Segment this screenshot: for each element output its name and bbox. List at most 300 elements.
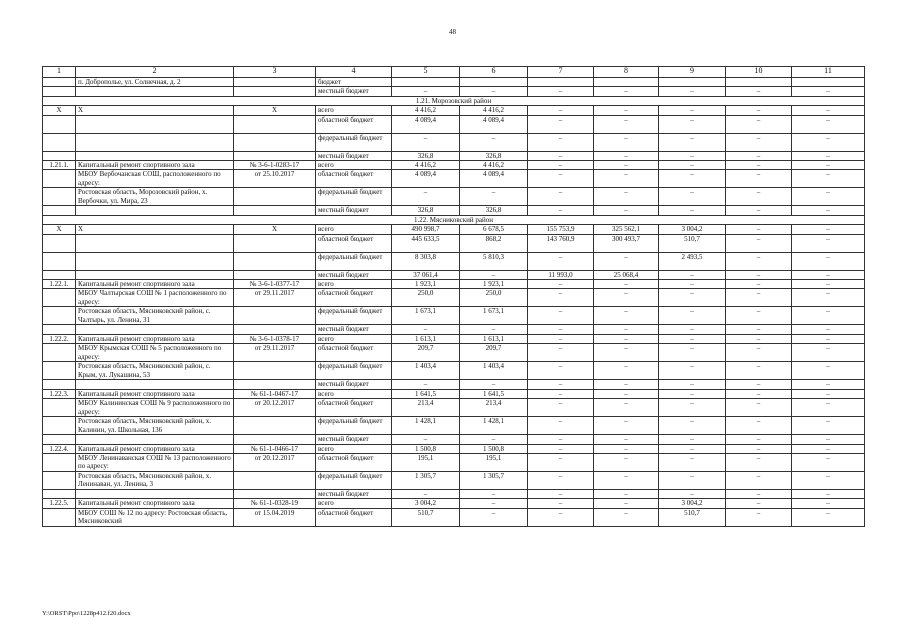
budget-label-cell: федеральный бюджет: [316, 133, 392, 151]
value-cell: –: [528, 188, 594, 206]
value-cell: 155 753,9: [528, 225, 594, 234]
table-row: [43, 471, 865, 489]
permit-number-cell: [234, 188, 316, 206]
object-description-cell: МБОУ Чалтырская СОШ № 1 расположенного по адресу:: [76, 289, 234, 307]
value-cell: 4 089,4: [392, 115, 460, 133]
value-cell: –: [528, 453, 594, 471]
value-cell: 325 562,1: [594, 225, 659, 234]
value-cell: –: [594, 325, 659, 334]
value-cell: –: [594, 435, 659, 444]
value-cell: 510,7: [392, 508, 460, 526]
value-cell: –: [726, 399, 792, 417]
value-cell: –: [792, 334, 865, 343]
permit-number-cell: от 15.04.2019: [234, 508, 316, 526]
value-cell: 4 089,4: [460, 115, 528, 133]
value-cell: –: [528, 399, 594, 417]
value-cell: –: [792, 106, 865, 115]
value-cell: –: [528, 133, 594, 151]
value-cell: –: [726, 188, 792, 206]
value-cell: 510,7: [659, 234, 726, 252]
table-row: [43, 417, 865, 435]
value-cell: –: [726, 106, 792, 115]
permit-number-cell: [234, 471, 316, 489]
value-cell: 4 416,2: [392, 106, 460, 115]
value-cell: 326,8: [392, 206, 460, 215]
budget-label-cell: местный бюджет: [316, 151, 392, 160]
object-description-cell: МБОУ Калининская СОШ № 9 расположенного по адресу:: [76, 399, 234, 417]
table-row: [43, 115, 865, 133]
object-description-cell: МБОУ Крымская СОШ № 5 расположенного по адресу:: [76, 344, 234, 362]
table-row: [43, 380, 865, 389]
value-cell: –: [792, 508, 865, 526]
table-row: [43, 280, 865, 289]
table-row: [43, 508, 865, 526]
value-cell: –: [392, 188, 460, 206]
value-cell: –: [659, 206, 726, 215]
budget-label-cell: областной бюджет: [316, 115, 392, 133]
budget-label-cell: областной бюджет: [316, 344, 392, 362]
header-row: [43, 67, 865, 78]
section-heading: 1.21. Морозовский район: [43, 96, 865, 105]
value-cell: 4 416,2: [392, 161, 460, 170]
value-cell: 250,0: [392, 289, 460, 307]
value-cell: 209,7: [460, 344, 528, 362]
value-cell: 1 641,5: [460, 389, 528, 398]
value-cell: –: [659, 389, 726, 398]
row-number-cell: 1.22.3.: [43, 389, 76, 398]
row-number-cell: [43, 151, 76, 160]
value-cell: –: [726, 389, 792, 398]
permit-number-cell: от 25.10.2017: [234, 170, 316, 188]
object-description-cell: Ростовская область, Мясниковский район, с. Крым, ул. Лукашина, 53: [76, 362, 234, 380]
object-description-cell: п. Доброполье, ул. Солнечная, д. 2: [76, 78, 234, 87]
value-cell: 1 673,1: [460, 307, 528, 325]
value-cell: –: [792, 417, 865, 435]
table-row: [43, 435, 865, 444]
value-cell: –: [392, 87, 460, 96]
value-cell: –: [659, 380, 726, 389]
permit-number-cell: [234, 362, 316, 380]
value-cell: –: [528, 417, 594, 435]
header-cell: 10: [726, 67, 792, 78]
value-cell: –: [792, 307, 865, 325]
value-cell: 445 633,5: [392, 234, 460, 252]
value-cell: –: [392, 325, 460, 334]
value-cell: –: [792, 389, 865, 398]
table-row: [43, 489, 865, 498]
value-cell: –: [528, 380, 594, 389]
value-cell: –: [528, 344, 594, 362]
object-description-cell: Капитальный ремонт спортивного зала: [76, 334, 234, 343]
budget-label-cell: местный бюджет: [316, 87, 392, 96]
value-cell: –: [594, 151, 659, 160]
value-cell: –: [792, 234, 865, 252]
value-cell: –: [594, 280, 659, 289]
value-cell: –: [792, 188, 865, 206]
value-cell: –: [726, 133, 792, 151]
value-cell: –: [659, 362, 726, 380]
row-number-cell: [43, 289, 76, 307]
value-cell: –: [528, 151, 594, 160]
object-description-cell: МБОУ СОШ № 12 по адресу: Ростовская область, Мясниковский: [76, 508, 234, 526]
value-cell: 1 613,1: [392, 334, 460, 343]
value-cell: 4 416,2: [460, 106, 528, 115]
budget-label-cell: бюджет: [316, 78, 392, 87]
header-cell: 4: [316, 67, 392, 78]
row-number-cell: [43, 453, 76, 471]
permit-number-cell: № 3-6-1-0378-17: [234, 334, 316, 343]
value-cell: –: [659, 115, 726, 133]
value-cell: –: [659, 489, 726, 498]
value-cell: –: [659, 334, 726, 343]
value-cell: 1 500,8: [392, 444, 460, 453]
value-cell: –: [726, 325, 792, 334]
permit-number-cell: [234, 270, 316, 279]
section-heading-row: [43, 215, 865, 224]
value-cell: 1 305,7: [392, 471, 460, 489]
value-cell: –: [594, 188, 659, 206]
section-heading-row: [43, 96, 865, 105]
row-number-cell: [43, 508, 76, 526]
permit-number-cell: [234, 489, 316, 498]
permit-number-cell: X: [234, 106, 316, 115]
table-row: [43, 252, 865, 270]
header-cell: 2: [76, 67, 234, 78]
permit-number-cell: [234, 87, 316, 96]
value-cell: –: [726, 280, 792, 289]
value-cell: –: [726, 334, 792, 343]
budget-label-cell: всего: [316, 106, 392, 115]
value-cell: 1 403,4: [392, 362, 460, 380]
value-cell: –: [726, 380, 792, 389]
row-number-cell: [43, 133, 76, 151]
object-description-cell: [76, 115, 234, 133]
value-cell: 1 403,4: [460, 362, 528, 380]
value-cell: –: [659, 325, 726, 334]
value-cell: 490 998,7: [392, 225, 460, 234]
table-row: [43, 289, 865, 307]
value-cell: –: [392, 435, 460, 444]
value-cell: –: [726, 161, 792, 170]
value-cell: –: [594, 252, 659, 270]
value-cell: –: [594, 508, 659, 526]
value-cell: –: [792, 206, 865, 215]
value-cell: –: [726, 206, 792, 215]
value-cell: 1 923,1: [392, 280, 460, 289]
value-cell: 326,8: [392, 151, 460, 160]
table-row: [43, 399, 865, 417]
value-cell: –: [528, 115, 594, 133]
row-number-cell: [43, 115, 76, 133]
value-cell: –: [594, 289, 659, 307]
budget-label-cell: местный бюджет: [316, 380, 392, 389]
table-row: [43, 270, 865, 279]
row-number-cell: [43, 270, 76, 279]
object-description-cell: Ростовская область, Морозовский район, х. Вербочки, ул. Мира, 23: [76, 188, 234, 206]
table-row: [43, 444, 865, 453]
value-cell: 300 493,7: [594, 234, 659, 252]
value-cell: –: [659, 188, 726, 206]
value-cell: –: [594, 444, 659, 453]
header-cell: 9: [659, 67, 726, 78]
row-number-cell: [43, 362, 76, 380]
value-cell: 4 416,2: [460, 161, 528, 170]
permit-number-cell: № 61-1-0467-17: [234, 389, 316, 398]
value-cell: –: [792, 344, 865, 362]
value-cell: –: [726, 307, 792, 325]
row-number-cell: X: [43, 106, 76, 115]
value-cell: –: [528, 106, 594, 115]
value-cell: 5 810,3: [460, 252, 528, 270]
budget-label-cell: местный бюджет: [316, 325, 392, 334]
budget-label-cell: всего: [316, 334, 392, 343]
value-cell: –: [792, 435, 865, 444]
value-cell: 1 613,1: [460, 334, 528, 343]
value-cell: –: [528, 389, 594, 398]
row-number-cell: [43, 78, 76, 87]
value-cell: –: [594, 307, 659, 325]
value-cell: –: [659, 280, 726, 289]
row-number-cell: [43, 344, 76, 362]
budget-label-cell: федеральный бюджет: [316, 362, 392, 380]
row-number-cell: [43, 325, 76, 334]
value-cell: –: [792, 325, 865, 334]
object-description-cell: [76, 206, 234, 215]
budget-label-cell: областной бюджет: [316, 453, 392, 471]
value-cell: –: [792, 161, 865, 170]
header-cell: 11: [792, 67, 865, 78]
value-cell: –: [726, 499, 792, 508]
object-description-cell: Капитальный ремонт спортивного зала: [76, 389, 234, 398]
permit-number-cell: X: [234, 225, 316, 234]
value-cell: –: [528, 161, 594, 170]
header-cell: 7: [528, 67, 594, 78]
value-cell: –: [659, 87, 726, 96]
object-description-cell: Капитальный ремонт спортивного зала: [76, 499, 234, 508]
value-cell: –: [659, 106, 726, 115]
header-cell: 1: [43, 67, 76, 78]
value-cell: –: [792, 489, 865, 498]
value-cell: –: [726, 252, 792, 270]
budget-label-cell: федеральный бюджет: [316, 307, 392, 325]
value-cell: –: [594, 389, 659, 398]
budget-label-cell: федеральный бюджет: [316, 188, 392, 206]
value-cell: –: [460, 499, 528, 508]
value-cell: –: [659, 444, 726, 453]
table-row: [43, 389, 865, 398]
object-description-cell: [76, 151, 234, 160]
object-description-cell: [76, 325, 234, 334]
value-cell: –: [792, 471, 865, 489]
permit-number-cell: [234, 151, 316, 160]
budget-label-cell: местный бюджет: [316, 435, 392, 444]
value-cell: –: [726, 115, 792, 133]
value-cell: –: [792, 280, 865, 289]
row-number-cell: 1.22.2.: [43, 334, 76, 343]
budget-label-cell: областной бюджет: [316, 170, 392, 188]
permit-number-cell: № 61-1-0466-17: [234, 444, 316, 453]
permit-number-cell: [234, 206, 316, 215]
object-description-cell: [76, 133, 234, 151]
row-number-cell: [43, 252, 76, 270]
permit-number-cell: [234, 133, 316, 151]
value-cell: –: [528, 325, 594, 334]
object-description-cell: Ростовская область, Мясниковский район, х. Ленинаван, ул. Ленина, 3: [76, 471, 234, 489]
budget-label-cell: областной бюджет: [316, 508, 392, 526]
value-cell: –: [726, 87, 792, 96]
value-cell: –: [460, 489, 528, 498]
object-description-cell: Капитальный ремонт спортивного зала: [76, 280, 234, 289]
header-cell: 6: [460, 67, 528, 78]
value-cell: [460, 78, 528, 87]
value-cell: –: [460, 188, 528, 206]
value-cell: [528, 78, 594, 87]
permit-number-cell: от 20.12.2017: [234, 453, 316, 471]
value-cell: –: [792, 87, 865, 96]
value-cell: –: [726, 453, 792, 471]
table-row: [43, 206, 865, 215]
table-row: [43, 453, 865, 471]
permit-number-cell: от 29.11.2017: [234, 289, 316, 307]
row-number-cell: [43, 417, 76, 435]
value-cell: –: [792, 380, 865, 389]
value-cell: –: [594, 170, 659, 188]
value-cell: 195,1: [392, 453, 460, 471]
value-cell: –: [528, 87, 594, 96]
table-row: [43, 334, 865, 343]
value-cell: –: [726, 508, 792, 526]
value-cell: –: [594, 499, 659, 508]
value-cell: –: [659, 471, 726, 489]
value-cell: –: [594, 133, 659, 151]
value-cell: –: [594, 399, 659, 417]
value-cell: 3 004,2: [659, 225, 726, 234]
value-cell: –: [594, 161, 659, 170]
budget-label-cell: областной бюджет: [316, 289, 392, 307]
row-number-cell: [43, 206, 76, 215]
value-cell: –: [528, 435, 594, 444]
object-description-cell: Капитальный ремонт спортивного зала: [76, 161, 234, 170]
value-cell: –: [528, 280, 594, 289]
value-cell: –: [792, 499, 865, 508]
permit-number-cell: [234, 234, 316, 252]
header-cell: 8: [594, 67, 659, 78]
value-cell: 1 428,1: [460, 417, 528, 435]
value-cell: [659, 78, 726, 87]
value-cell: –: [726, 435, 792, 444]
value-cell: –: [726, 417, 792, 435]
value-cell: –: [726, 471, 792, 489]
value-cell: –: [528, 307, 594, 325]
value-cell: 209,7: [392, 344, 460, 362]
value-cell: [594, 78, 659, 87]
value-cell: –: [594, 489, 659, 498]
permit-number-cell: [234, 115, 316, 133]
value-cell: 3 004,2: [659, 499, 726, 508]
value-cell: –: [528, 444, 594, 453]
value-cell: 326,8: [460, 151, 528, 160]
value-cell: –: [726, 344, 792, 362]
value-cell: –: [460, 380, 528, 389]
value-cell: 326,8: [460, 206, 528, 215]
budget-label-cell: всего: [316, 280, 392, 289]
value-cell: –: [460, 87, 528, 96]
value-cell: 6 678,5: [460, 225, 528, 234]
table-row: [43, 225, 865, 234]
header-cell: 3: [234, 67, 316, 78]
value-cell: –: [594, 87, 659, 96]
object-description-cell: [76, 489, 234, 498]
budget-label-cell: местный бюджет: [316, 206, 392, 215]
budget-label-cell: местный бюджет: [316, 489, 392, 498]
row-number-cell: [43, 399, 76, 417]
value-cell: [792, 78, 865, 87]
footer-file-path: Y:\ORST\Ppo\1228p412.f20.docx: [42, 610, 131, 617]
value-cell: –: [726, 489, 792, 498]
value-cell: 4 089,4: [460, 170, 528, 188]
object-description-cell: [76, 252, 234, 270]
value-cell: 1 641,5: [392, 389, 460, 398]
row-number-cell: [43, 471, 76, 489]
value-cell: –: [392, 380, 460, 389]
value-cell: –: [659, 170, 726, 188]
permit-number-cell: [234, 78, 316, 87]
permit-number-cell: [234, 417, 316, 435]
value-cell: –: [792, 399, 865, 417]
budget-label-cell: федеральный бюджет: [316, 252, 392, 270]
value-cell: 1 428,1: [392, 417, 460, 435]
value-cell: –: [528, 252, 594, 270]
row-number-cell: [43, 307, 76, 325]
row-number-cell: X: [43, 225, 76, 234]
table-row: [43, 307, 865, 325]
value-cell: 4 089,4: [392, 170, 460, 188]
value-cell: –: [594, 344, 659, 362]
budget-label-cell: всего: [316, 444, 392, 453]
value-cell: –: [528, 170, 594, 188]
table-row: [43, 362, 865, 380]
object-description-cell: Ростовская область, Мясниковский район, х. Калинин, ул. Школьная, 136: [76, 417, 234, 435]
table-row: [43, 188, 865, 206]
value-cell: –: [392, 133, 460, 151]
table-row: [43, 234, 865, 252]
value-cell: –: [659, 289, 726, 307]
value-cell: –: [659, 161, 726, 170]
object-description-cell: МБОУ Вербочанская СОШ, расположенного по адресу:: [76, 170, 234, 188]
budget-label-cell: областной бюджет: [316, 399, 392, 417]
value-cell: –: [792, 151, 865, 160]
page-number: 48: [449, 28, 456, 36]
permit-number-cell: [234, 307, 316, 325]
value-cell: –: [594, 417, 659, 435]
value-cell: –: [528, 206, 594, 215]
budget-label-cell: всего: [316, 389, 392, 398]
value-cell: –: [594, 362, 659, 380]
header-cell: 5: [392, 67, 460, 78]
object-description-cell: [76, 270, 234, 279]
permit-number-cell: [234, 380, 316, 389]
value-cell: –: [726, 151, 792, 160]
permit-number-cell: [234, 435, 316, 444]
value-cell: –: [528, 289, 594, 307]
object-description-cell: X: [76, 225, 234, 234]
row-number-cell: 1.22.4.: [43, 444, 76, 453]
value-cell: –: [460, 325, 528, 334]
table-row: [43, 499, 865, 508]
permit-number-cell: от 29.11.2017: [234, 344, 316, 362]
table-row: [43, 133, 865, 151]
budget-label-cell: всего: [316, 161, 392, 170]
